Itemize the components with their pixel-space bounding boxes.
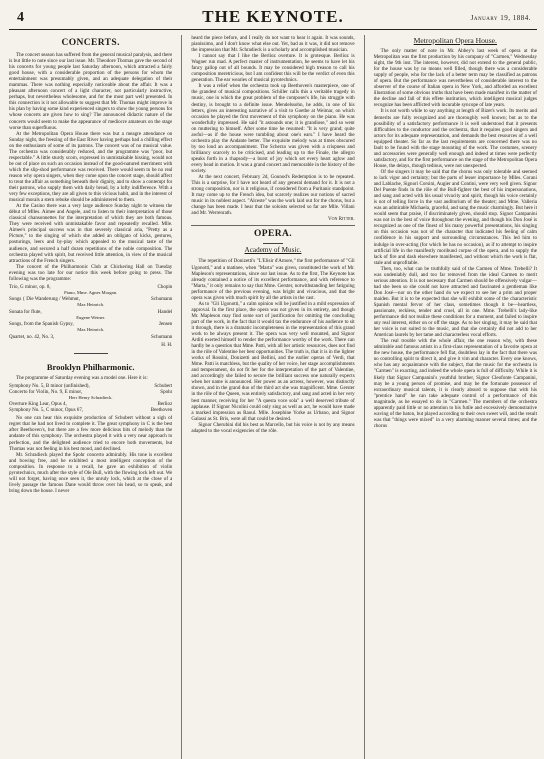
brooklyn-paragraph: I cannot say that I like the Berlioz overture. It is grotesque. Berlioz is Wagner run mad. A perfect master of instrumentation, he seems to have let his fancy gallop out of all bounds. It may be considered high treason to call his composition meretricious, but I am confident this will be the verdict of even this generation. The ear wearies of musical pyrotechnics. (191, 53, 355, 84)
academy-paragraph: As to "Gli Ugonotti," a calm opinion will be justified in a mild expression of approval. In the first place, the opera was not given in its entirety, and though Mr. Mapleson may find some sort of justification for omitting the concluding part of the work, in the fact that it would tax the endurance of his audience to sit it through, there is a dramatic incompleteness in the representation of this grand work to be always present it. The opera was very well mounted, and Signor Arditi exerted himself to render the performance worthy of the work. There can hardly be a question that Mme. Patti, with all her artistic resources, does not find in the rôle of Valentine her best opportunities. The truth is, that it is in the lighter works of Rossini, Donizetti and Bellini, and the earlier operas of Verdi, that Mme. Patti is matchless, but the quality of her voice, her stage accomplishments and temperament, do not fit her for the interpretation of the part of Valentine, and accordingly she failed to secure the brilliant success one naturally expects when her name is announced. Her power as an actress, however, was distinctly shown, and in the grand duo of the third act she was magnificent. Mme. Gerster in the rôle of the Queen, was entirely satisfactory, and sang and acted in her very best manner, receiving for her "A questa voce sola" a well deserved tribute of applause. If Signor Nicolini could only sing as well as act, he would have made a marked impression as Raoul. Mlle. Josephine Yorke as Urbano, and Signor Galassi as St. Bris, were all that could be desired. (191, 300, 355, 422)
programme-performer: Herr Henry Schradieck. (68, 394, 113, 400)
programme-performer: Max Heinrich. (77, 327, 105, 333)
column-right (374, 35, 537, 759)
concerts-paragraph: At the Metropolitan Opera House there was but a meagre attendance on Sunday night, the freezing of the East River having perhaps had a chilling effect on the enthusiasm of some of its patrons. The concert was of no musical value. The orchestra was considerably reduced, and the programme was "poor, but respectable." A little sturdy scorn, expressed in unmistakable hissing, would not be out of place on such an occasion instead of the good-natured merriment with which the slip-shod performance was received. There would seem to be no real reason why opera singers, when they come upon the concert stage, should affect to treat the affair as something beneath their dignity, and to show a contempt for their patrons, who supply them with daily bread, by a lofty indifference. With a very few exceptions, they are all given to this vicious habit, and in the interest of musical morals a stern rebuke should be administered to them. (9, 130, 173, 204)
metropolitan-heading: Metropolitan Opera House. (413, 36, 497, 45)
concerts-paragraph: The concert of the Philharmonic Club at Chickering Hall on Tuesday evening was too late for our notice this week before going to press. The following was the programme: (9, 263, 173, 282)
issue-date: January 19, 1884. (470, 14, 531, 22)
heading-divider (263, 243, 283, 244)
concerts-paragraph: The concert season has suffered from the general musical paralysis, and there is but little to note since our last issue. Mr. Theodore Thomas gave the second of his concerts for young people last Saturday afternoon, which attracted a fairly good house, with a considerable proportion of the persons for whom the entertainment was presumably given, and an adequate delegation of their mammas. There was nothing especially noticeable about the affair. It was a pleasant afternoon concert of a light character, not particularly instructive, perhaps, but nevertheless wholesome, and for the most part well presented. In this connection is it not allowable to suggest that Mr. Thomas might improve in his plan by having some kind experienced singers to show the young persons for whose concerts are given how to sing? The announced didactic nature of the concerts would seem to make the appearance of mediocre amateurs on the stage worse than superfluous. (9, 52, 173, 131)
brooklyn-heading: Brooklyn Philharmonic. (46, 361, 135, 372)
programme-item: Songs, from the Spanish Gypsy, Jensen (9, 321, 173, 328)
academy-paragraph: Signor Cherubini did his best as Marcello, but his voice is not by any means adapted to the vocal exigencies of the rôle. (191, 421, 355, 434)
publication-title: THE KEYNOTE. (202, 7, 344, 26)
programme-item: Overture King Lear, Opus 4, Berlioz (9, 401, 173, 408)
masthead (9, 6, 537, 28)
page-number: 4 (17, 10, 24, 25)
brooklyn-paragraph: No one can hear this exquisite production of Schubert without a sigh of regret that he had not lived to complete it. The great symphony in C is the best after Beethoven's, but there are a few more delicious bits of melody than the andante of this symphony. The orchestra played it with a very near approach to perfection, and the delighted audience tried to encore both movements, but Thomas was not feeling in his best mood, and declined. (9, 415, 173, 452)
opera-heading: OPERA. (253, 229, 292, 240)
programme-item: Symphony No. 5, B minor (unfinished), Schubert (9, 382, 173, 389)
programme-item: Concerto for Violin, No. 9, E minor, Spohr (9, 388, 173, 395)
programme-performer: Max Heinrich. (77, 302, 105, 308)
programme-performer: Piano, Mme. Agnes Morgan. (64, 289, 118, 295)
academy-paragraph: The repetition of Donizetti's "L'Elisir d'Amore," the first performance of "Gli Ugonotti," and a matinee, when "Marta" was given, constituted the work of Mr. Mapleson's representations, since our last issue. As to the first, The Keynote has already contained a notice of its excellent performance, and with reference to "Marta," it only remains to say that Mme. Gerster, notwithstanding her fatiguing performance of the previous evening, was bright and vivacious, and that the opera was given with much spirit by all the artists in the cast. (191, 258, 355, 301)
column-middle (191, 35, 354, 759)
programme-item: Quartet, no. 42, No. 3, Schumann (9, 333, 173, 340)
metropolitan-paragraph: It is not worth while to say anything at length of Bizet's work. Its merits and demerits are fully recognized and are thoroughly well known; but as to the possibility of a satisfactory performance it is well understood that it presents difficulties to the conductor and the orchestra, that it requires good singers and actors for its adequate representation, and demands the best resources of a well equipped theater. So far as the last requirements are concerned there was no fault to be found with the stage mounting of the work. The costumes, scenery and accessories were generally well enough and indeed at times were perfectly satisfactory, and for the first performance on the stage of the Metropolitan Opera House, the delays, though tedious, were not unexpected. (373, 108, 537, 169)
concerts-paragraph: At the Casino there was a very large audience Sunday night to witness the début of Mlles. Aimee and Angele, and to listen to their interpretation of those classical chansonnettes for the interpretation of which they are both famous. They were received with unmistakable favor and repeatedly recalled. Mlle. Aimee's principal success was in that severely classical aria, "Pretty as a Picture," to the singing of which she added an obligato of kicks, gestures, posturings, leers and by-play which appealed to the musical taste of the audience, and secured a half dozen repetitions of the noble composition. The orchestra played with spirit, but received little attention, in view of the musical attractions of the French singers. (9, 203, 173, 264)
brooklyn-intro: The programme of Saturday evening was a model one. Here it is: (16, 374, 148, 381)
programme-item: Symphony No. 5, C minor, Opus 67, Beethoven (9, 407, 173, 414)
brooklyn-signature: Von Ritter. (328, 216, 355, 223)
programme-item: Sonata for flute, Handel (9, 308, 173, 315)
columns (9, 30, 537, 759)
section-rule (191, 225, 354, 226)
brooklyn-continued-paragraph: heard the piece before, and I really do not want to hear it again. It was sounds, pianissimo, and I don't know what else out. Yet, bad as it was, it did not remove the impression that Mr. Schradieck is a scholarly and accomplished musician. (191, 35, 355, 54)
philharmonic-club-programme (9, 284, 172, 340)
section-divider (74, 353, 108, 354)
brooklyn-paragraph: It was a relief when the orchestra took up Beethoven's masterpiece, one of the grandest of musical compositions. Schiller calls this a veritable tragedy in music, one in which the great problem of the composer's life, his struggle with destiny, is brought to a definite issue. Mendelssohn, he adds, in one of his letters, gives an interesting narrative of a visit to Goethe at Weimar, on which occasion he played the first movement of this symphony on the piano. He was wonderfully impressed. He said "it astounds one; it is grandiose," and so went on muttering to himself. After some time he resumed: "It is very grand; quite awful—as if the house were tumbling about one's ears." I have heard the orchestra play the Andante better. The exquisite melody was at times obscured by too loud an accompaniment. The Scherzo was given with a crispness and brilliancy scarcely to be criticised, and leading up to the Finale, the allegro speaks forth in a rhapsody—a burst of joy which set every heart aglow and every head in motion. It was a grand concert and memorable in the history of the society. (191, 83, 355, 175)
metropolitan-paragraph: Of the singers it may be said that the chorus was only tolerable and seemed to lack vigor and certainty; but the parts of lesser importance by Mlles. Corani and Lablache, Signori Corsini, Augier and Contini, were very well given. Signor Del Puente finds in the rôle of the Bull-fighter the best of his impersonations, and sang and acted with his usual vivacity and spirit, though his voice certainly is not of telling force in the vast auditorium of the theater; and Mme. Valleria was an admirable Michaela, graceful, and sang the music charmingly. But here it would seem that praise, if discriminately given, should stop. Signor Campanini was not in the best of voice throughout the evening, and though his Don José is recognized as one of the finest of his many powerful presentations, his singing on this occasion was not of the character that indicated his feeling of calm confidence in his support and surrounding circumstances. This led him to indulge in over-acting (for which he has no occasion), as if to attempt to inspire artificial life in the manifestly moribund corpse of the opera, and to supply the lack of fire and dash elsewhere manifested, and without which the work is flat, stale and unprofitable. (373, 168, 537, 266)
concerts-heading: CONCERTS. (61, 38, 120, 48)
metropolitan-paragraph: The only matter of note in Mr. Abbey's last week of opera at the Metropolitan was the first production by his company of "Carmen," Wednesday night, the 9th inst. The interest, however, did not extend to the general public, for the house was by no means well filled, though there was a considerable supply of people, who for the lack of a better term may be classified as patrons of opera. But the performance was nevertheless of considerable interest to the observer of the course of Italian opera in New York, and afforded an excellent illustration of some obvious truths that have been made manifest in the matter of the decline and fall of this effete institution, which intelligent musical judges recognize has been afflicted with incurable syncope of late years. (373, 48, 537, 109)
column-rule (181, 35, 182, 759)
metropolitan-paragraph: The real trouble with the whole affair, the one reason why, with these admirable and famous artists in a first-class representation of a favorite opera at the new house, the performance fell flat, doubtless lay in the fact that there was no controlling spirit to direct it, and give it vim and character. Every one knows, who has any acquaintance with the subject, that the music for the orchestra in "Carmen" is exacting, and indeed the whole opera is full of difficulty. While it is likely that Signor Campanini's youthful brother, Signor Cleofonte Campanini, may be a young person of promise, and may be the fortunate possessor of extraordinary musical talents, it is clearly absurd to suppose that with his "prentice hand" he can take adequate control of a performance of this magnitude, as he essayed to do in "Carmen." The members of the orchestra apparently paid little or no attention to his futile and excessively demonstrative waving of the baton, but played according to their own sweet will, and the result was that "things were mixed" in a very alarming manner several times; and the chorus (373, 338, 537, 429)
column-left (9, 35, 172, 759)
programme-item: Trio, G minor, op. 8, Chopin (9, 283, 173, 290)
brooklyn-programme (9, 383, 172, 414)
programme-item: Songs { Die Wanderung / Wehmut, Schumann (9, 296, 173, 303)
brooklyn-paragraph: At the next concert, February 2d, Gounod's Redemption is to be repeated. This is a surprise, for I have not heard of any general demand for it. It is not a strong composition, nor is it religious, if considered from a Puritanic standpoint. It may come up to the French idea, but scarcely realizes our notions of sacred music in its noblest aspect. "Alceste" was the work laid out for the chorus, but a change has been made. I hear that the soloists selected so far are Mlle. Villani and Mr. Werrenrath. (191, 174, 355, 217)
programme-performer: Eugene Weiner. (76, 314, 106, 320)
column-rule (364, 35, 365, 759)
brooklyn-paragraph: Mr. Schradieck played the Spohr concerto admirably. His tone is excellent and bowing free, and he exhibited a most intelligent conception of the composition. In response to a recall, he gave an exhibition of violin pyrotechnics, much after the style of Ole Bull, with the flowing lock left out. We will not forget, having once seen it, the unruly lock, which at the close of a lively passage the famous Dane would throw over his head, so to speak, and bring down the house. I never (9, 451, 173, 494)
academy-heading: Academy of Music. (244, 246, 302, 255)
metropolitan-paragraph: Then, too, what can be truthfully said of the Carmen of Mme. Trebelli? It was undeniably dull, and too far removed from the ideal Carmen to merit serious attention. It is not necessary that Carmen should be offensively vulgar—had she been so she could not have attracted and fascinated a gentleman like Don José—nor on the other hand do we expect to see her a prim and proper maiden. But it is to be expected that she will exhibit some of the characteristic Spanish mental fervor of her class, sometimes though it be—heartless, passionate, reckless, tender and cruel, all in one. Mme. Trebelli's lady-like performance did not realize these conditions for a moment, and failed to inspire any real interest, either on or off the stage. As to her singing, it may be said that her voice is not suited to the music, and that she certainly did not add to her American laurels by her tame and characterless vocal efforts. (373, 265, 537, 339)
concerts-signature: H. H. (161, 341, 173, 348)
